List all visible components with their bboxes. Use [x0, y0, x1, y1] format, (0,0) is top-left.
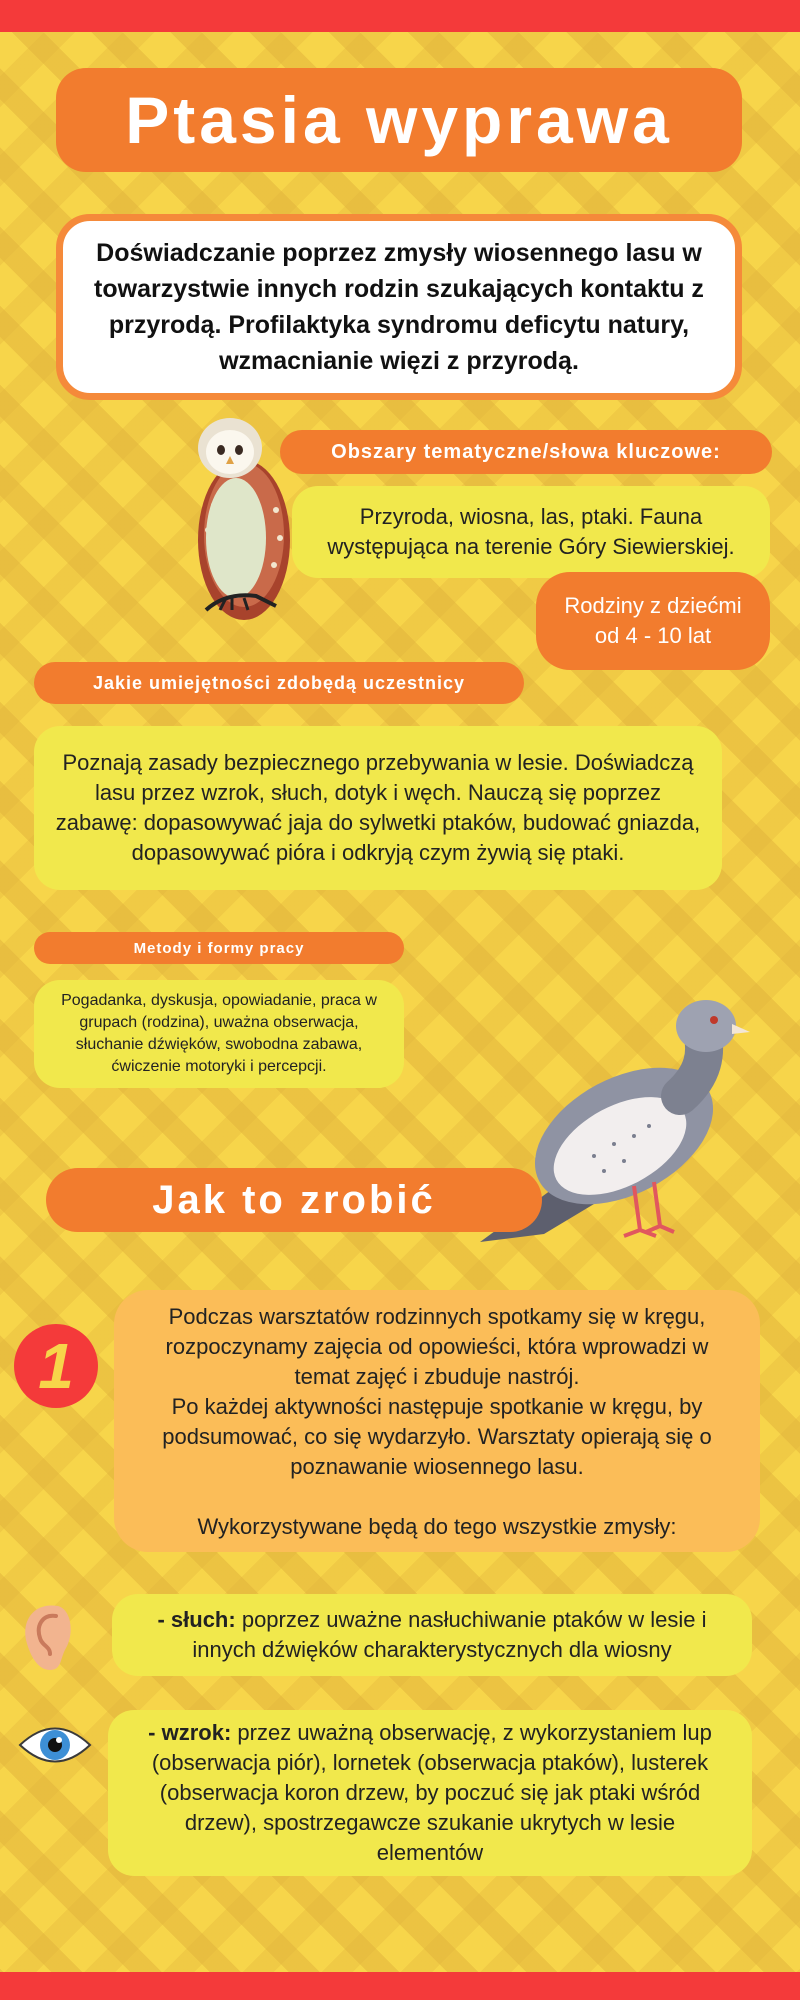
- sense-hearing-label: - słuch:: [157, 1607, 236, 1632]
- step-number-badge: 1: [14, 1324, 98, 1408]
- bottom-border: [0, 1972, 800, 2000]
- audience-line-1: Rodziny z dziećmi: [564, 593, 742, 618]
- keywords-heading: Obszary tematyczne/słowa kluczowe:: [280, 430, 772, 474]
- sense-hearing-box: [112, 1594, 752, 1676]
- sense-hearing-text: poprzez uważne nasłuchiwanie ptaków w lesie i innych dźwięków charakterystycznych dla wiosny: [192, 1607, 707, 1662]
- step-1-paragraph-1: Podczas warsztatów rodzinnych spotkamy się w kręgu, rozpoczynamy zajęcia od opowieści, która wprowadzi w temat zajęć i zbuduje nastrój.: [165, 1304, 709, 1389]
- sense-sight-box: [108, 1710, 752, 1876]
- ear-icon: [18, 1600, 76, 1674]
- owl-illustration: [186, 410, 296, 625]
- audience-badge: [536, 572, 770, 670]
- audience-line-2: od 4 - 10 lat: [594, 623, 712, 648]
- top-border: [0, 0, 800, 32]
- step-1-paragraph-3: Wykorzystywane będą do tego wszystkie zmysły:: [197, 1514, 677, 1539]
- sense-sight-text: przez uważną obserwację, z wykorzystaniem lup (obserwacja piór), lornetek (obserwacja ptaków), lusterek (obserwacja koron drzew, by poczuć się jak ptaki wśród drzew), spostrzegawcze szukanie ukrytych w lesie elementów: [151, 1720, 712, 1865]
- skills-heading: Jakie umiejętności zdobędą uczestnicy: [34, 662, 524, 704]
- step-1-paragraph-2: Po każdej aktywności następuje spotkanie w kręgu, by podsumować, co się wydarzyło. Warsztaty opierają się o poznawanie wiosennego lasu.: [162, 1394, 712, 1479]
- howto-heading: Jak to zrobić: [46, 1168, 542, 1232]
- keywords-text: Przyroda, wiosna, las, ptaki. Fauna występująca na terenie Góry Siewierskiej.: [292, 486, 770, 578]
- skills-text: Poznają zasady bezpiecznego przebywania w lesie. Doświadczą lasu przez wzrok, słuch, dotyk i węch. Nauczą się poprzez zabawę: dopasowywać jaja do sylwetki ptaków, budować gniazda, dopasowywać pióra i odkryją czym żywią się ptaki.: [34, 726, 722, 890]
- eye-icon: [18, 1720, 92, 1770]
- methods-text: Pogadanka, dyskusja, opowiadanie, praca w grupach (rodzina), uważna obserwacja, słuchanie dźwięków, swobodna zabawa, ćwiczenie motoryki i percepcji.: [34, 980, 404, 1088]
- step-1-box: [114, 1290, 760, 1552]
- methods-heading: Metody i formy pracy: [34, 932, 404, 964]
- sense-sight-label: - wzrok:: [148, 1720, 232, 1745]
- page-title: Ptasia wyprawa: [56, 68, 742, 172]
- intro-text: Doświadczanie poprzez zmysły wiosennego lasu w towarzystwie innych rodzin szukających kontaktu z przyrodą. Profilaktyka syndromu deficytu natury, wzmacnianie więzi z przyrodą.: [56, 214, 742, 400]
